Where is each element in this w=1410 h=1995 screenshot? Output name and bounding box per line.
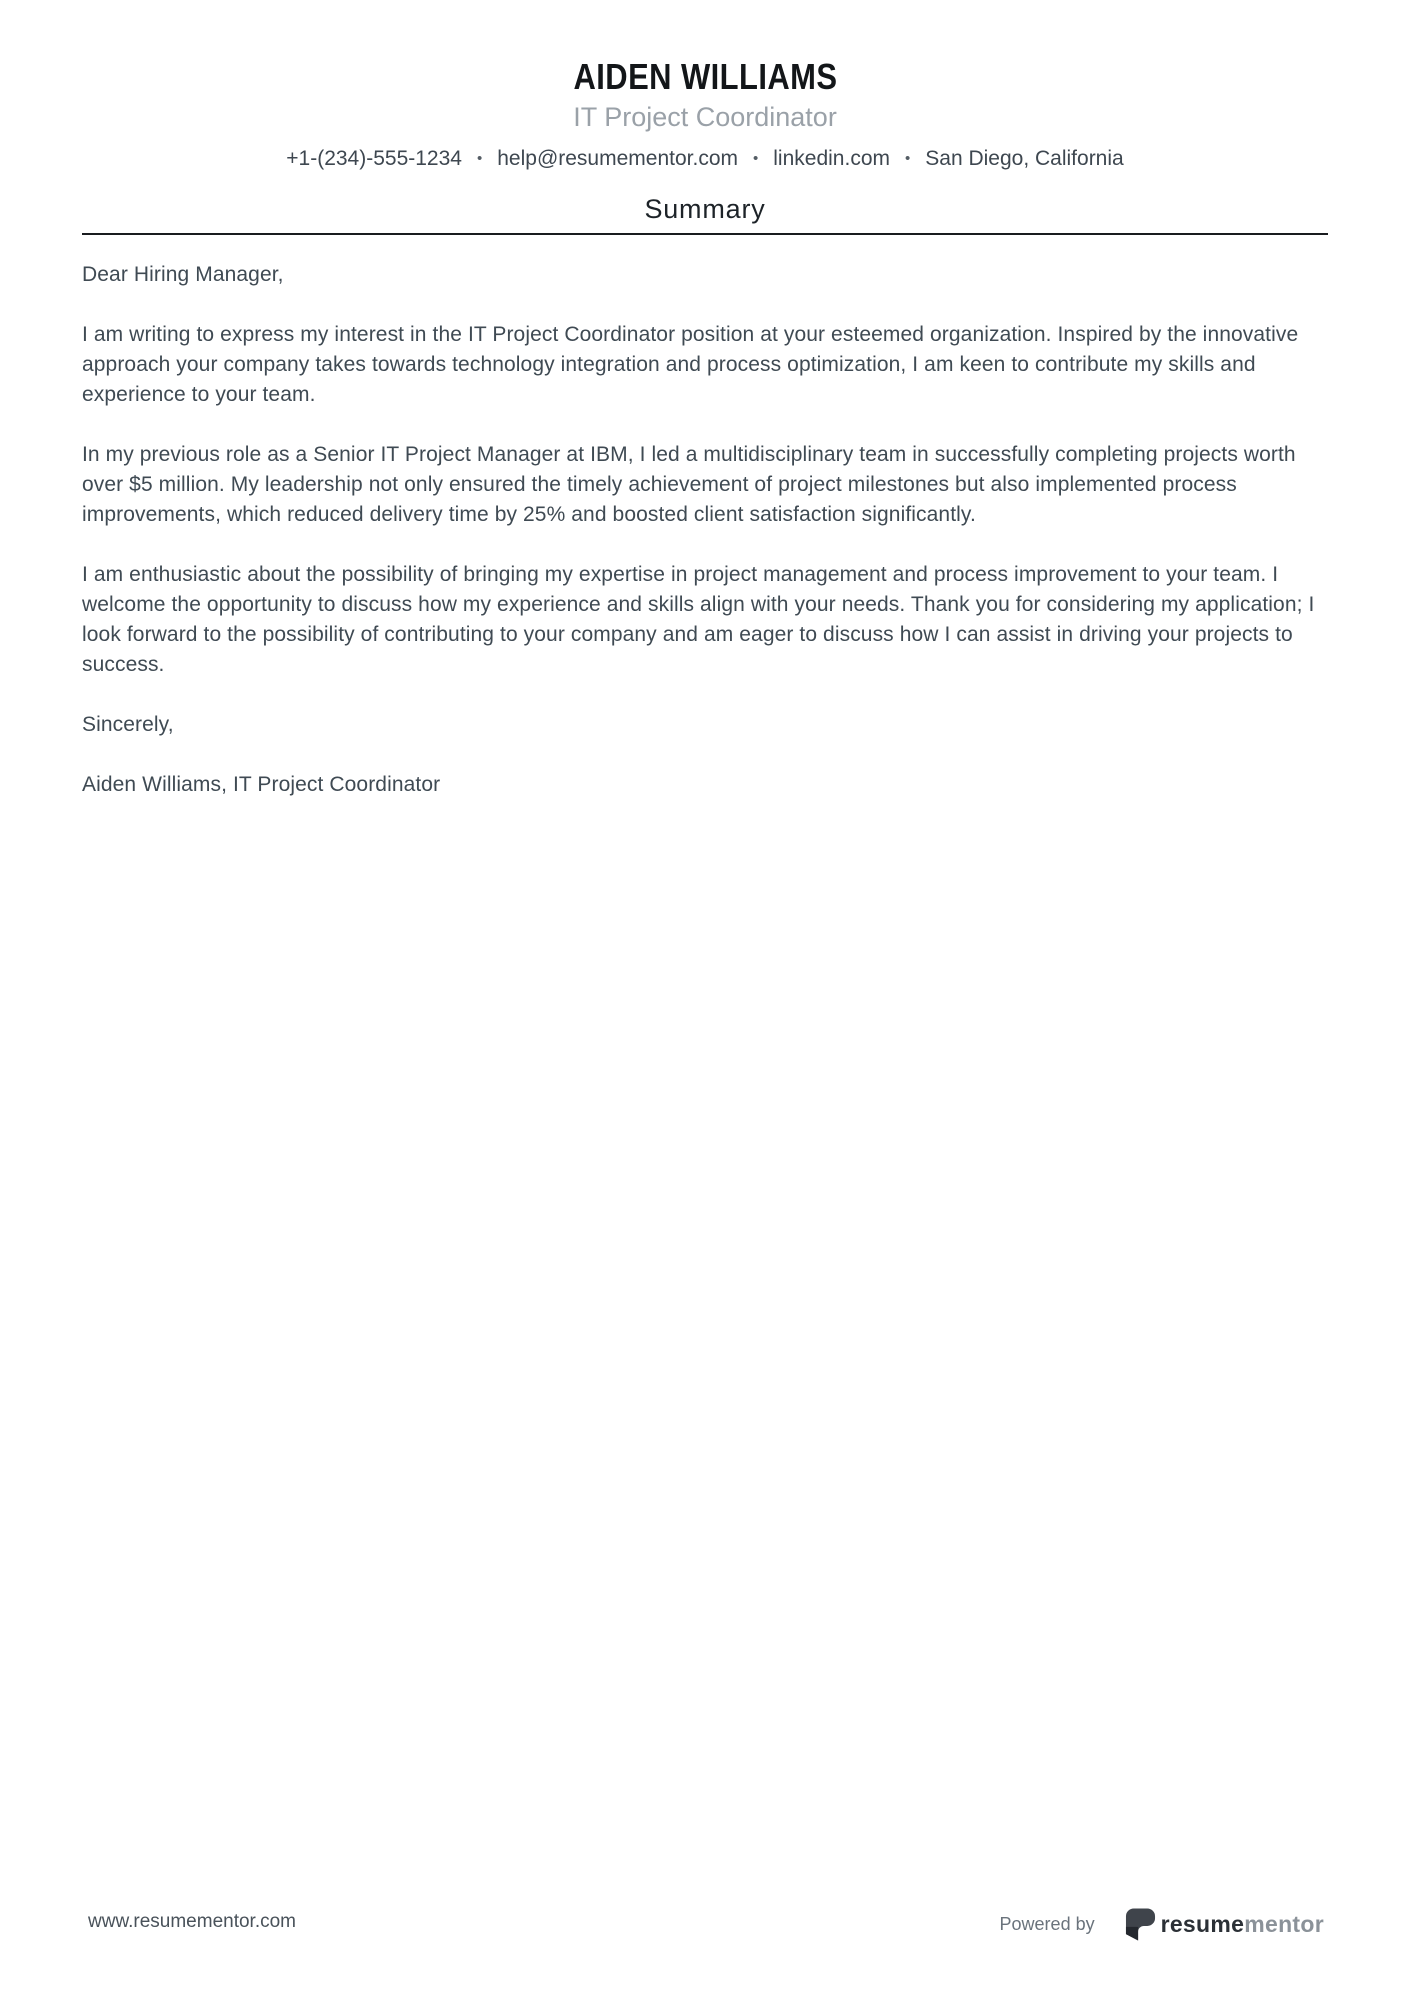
bullet-separator-icon: •	[905, 150, 911, 168]
letter-paragraph: I am writing to express my interest in the IT Project Coordinator position at your esteemed organization. Inspired by the innovative approach your company takes towards technology integration and process optimization, I am keen to contribute my skills and experience to your team.	[82, 323, 1299, 407]
letter-header	[0, 0, 1410, 171]
letter-body	[82, 260, 1328, 800]
brand-wordmark	[1160, 1910, 1324, 1937]
closing: Sincerely,	[82, 713, 174, 737]
brand-mentor: mentor	[1244, 1910, 1324, 1937]
contact-email-link[interactable]: help@resumementor.com	[497, 147, 738, 171]
bullet-separator-icon: •	[753, 150, 759, 168]
summary-section	[0, 194, 1410, 800]
contact-location: San Diego, California	[925, 147, 1124, 171]
section-heading: Summary	[644, 194, 766, 225]
powered-by-label: Powered by	[999, 1913, 1095, 1934]
contact-line	[0, 146, 1410, 171]
candidate-name	[0, 56, 1410, 97]
powered-by-badge[interactable]	[1000, 1907, 1324, 1941]
contact-linkedin-link[interactable]: linkedin.com	[773, 147, 890, 171]
bullet-separator-icon: •	[476, 150, 483, 168]
letter-paragraph: In my previous role as a Senior IT Project Manager at IBM, I led a multidisciplinary team in successfully completing projects worth over $5 million. My leadership not only ensured the timely achievement of project milestones but also implemented process improvements, which reduced delivery time by 25% and boosted client satisfaction significantly.	[82, 443, 1296, 527]
candidate-title: IT Project Coordinator	[573, 102, 837, 133]
candidate-name-text: AIDEN WILLIAMS	[572, 56, 837, 97]
signature: Aiden Williams, IT Project Coordinator	[82, 773, 441, 797]
section-divider	[82, 233, 1328, 235]
resumementor-logo-icon	[1125, 1907, 1156, 1941]
salutation: Dear Hiring Manager,	[82, 263, 284, 287]
brand-resume: resume	[1160, 1910, 1245, 1937]
contact-phone: +1-(234)-555-1234	[286, 147, 462, 171]
letter-paragraph: I am enthusiastic about the possibility of bringing my expertise in project management and process improvement to your team. I welcome the opportunity to discuss how my experience and skills align with your needs. Thank you for considering my application; I look forward to the possibility of contributing to your company and am eager to discuss how I can assist in driving your projects to success.	[82, 563, 1315, 677]
footer-website-link[interactable]: www.resumementor.com	[88, 1911, 297, 1932]
